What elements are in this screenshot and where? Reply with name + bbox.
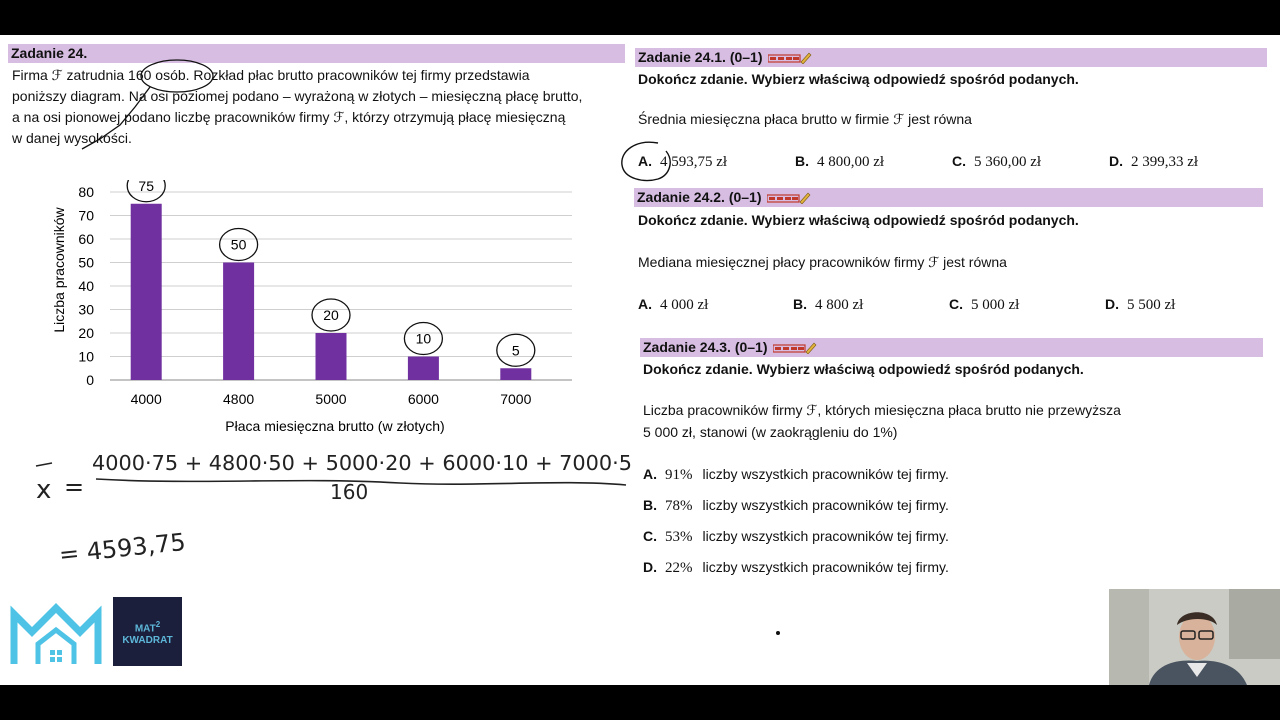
q3-question-line: Liczba pracowników firmy ℱ, których miesięczna płaca brutto nie przewyższa	[643, 402, 1121, 418]
answer-option[interactable]: C. 53% liczby wszystkich pracowników tej firmy.	[643, 528, 949, 545]
x-tick-labels	[131, 391, 532, 407]
bar	[500, 368, 531, 380]
x-tick-label: 4800	[223, 391, 255, 407]
intro-line: a na osi pionowej podano liczbę pracowników firmy ℱ, którzy otrzymują płacę miesięczną	[12, 109, 566, 125]
bar	[316, 333, 347, 380]
bar	[408, 357, 439, 381]
q1-header	[635, 48, 1267, 67]
answer-option[interactable]: A. 4 593,75 zł	[638, 153, 728, 170]
slash-mark	[82, 87, 150, 149]
bar	[131, 204, 162, 380]
data-label: 10	[415, 330, 432, 347]
intro-line: Firma ℱ zatrudnia 160 osób. Rozkład płac brutto pracowników tej firmy przedstawia	[12, 67, 530, 83]
x-tick-label: 4000	[130, 391, 162, 407]
q1-instruction: Dokończ zdanie. Wybierz właściwą odpowiedź spośród podanych.	[638, 71, 1079, 87]
y-tick-label: 20	[78, 325, 94, 341]
q1-question: Średnia miesięczna płaca brutto w firmie ℱ jest równa	[638, 111, 972, 127]
data-label: 50	[230, 236, 247, 253]
answer-option[interactable]: B. 78% liczby wszystkich pracowników tej firmy.	[643, 497, 949, 514]
y-tick-labels	[78, 184, 94, 388]
pencil-icon	[768, 52, 812, 64]
formula-result: = 4593,75	[57, 527, 187, 569]
handwriting-overlay	[0, 35, 640, 165]
matkwadrat-badge	[113, 597, 182, 666]
answer-option[interactable]: C. 5 000 zł	[949, 296, 1020, 313]
answer-option[interactable]: A. 91% liczby wszystkich pracowników tej firmy.	[643, 466, 949, 483]
answer-option[interactable]: D. 22% liczby wszystkich pracowników tej firmy.	[643, 559, 949, 576]
formula-numerator: 4000·75 + 4800·50 + 5000·20 + 6000·10 + 7000·5	[92, 451, 632, 475]
answer-option[interactable]: B. 4 800 zł	[793, 296, 864, 313]
data-label: 5	[511, 342, 520, 359]
intro-line: w danej wysokości.	[12, 130, 132, 146]
answer-option[interactable]: B. 4 800,00 zł	[795, 153, 885, 170]
y-tick-label: 40	[78, 278, 94, 294]
bar	[223, 263, 254, 381]
y-tick-label: 80	[78, 184, 94, 200]
circle-mark	[141, 60, 213, 92]
screen	[0, 35, 1280, 685]
q2-header	[634, 188, 1263, 207]
q2-header-label: Zadanie 24.2. (0–1)	[637, 189, 762, 205]
badge-line1: MAT$^2$	[134, 620, 161, 635]
y-tick-label: 70	[78, 207, 94, 224]
x-tick-label: 5000	[315, 391, 347, 407]
bar-chart	[40, 180, 600, 440]
q3-instruction: Dokończ zdanie. Wybierz właściwą odpowiedź spośród podanych.	[643, 361, 1084, 377]
equals-sign: =	[64, 473, 85, 501]
q1-header-label: Zadanie 24.1. (0–1)	[638, 49, 763, 65]
answer-option[interactable]: D. 5 500 zł	[1105, 296, 1176, 313]
y-tick-label: 50	[78, 254, 94, 271]
answer-option[interactable]: A. 4 000 zł	[638, 296, 709, 313]
formula-denominator: 160	[330, 480, 369, 504]
y-tick-label: 30	[78, 301, 94, 318]
chart-bars	[131, 204, 532, 380]
q2-question: Mediana miesięcznej płacy pracowników firmy ℱ jest równa	[638, 254, 1007, 270]
x-tick-label: 6000	[407, 391, 439, 407]
xbar-overline	[36, 463, 52, 466]
q3-header-label: Zadanie 24.3. (0–1)	[643, 339, 768, 355]
y-tick-label: 10	[78, 348, 94, 365]
y-tick-label: 0	[86, 372, 94, 388]
xbar-symbol: x	[36, 475, 52, 505]
answer-circle-mark	[614, 137, 694, 187]
q2-instruction: Dokończ zdanie. Wybierz właściwą odpowiedź spośród podanych.	[638, 212, 1079, 228]
y-tick-label: 60	[78, 231, 94, 247]
x-tick-label: 7000	[500, 391, 532, 407]
data-label: 20	[323, 307, 339, 323]
webcam-video	[1109, 589, 1280, 685]
answer-option[interactable]: D. 2 399,33 zł	[1109, 153, 1199, 170]
pencil-icon	[773, 342, 817, 354]
q3-header	[640, 338, 1263, 357]
q3-question-line: 5 000 zł, stanowi (w zaokrągleniu do 1%)	[643, 424, 898, 440]
badge-line2: KWADRAT	[122, 635, 173, 647]
cursor-dot	[776, 631, 780, 635]
x-axis-label: Płaca miesięczna brutto (w złotych)	[225, 418, 445, 434]
house-logo	[10, 600, 102, 668]
y-axis-label: Liczba pracowników	[51, 207, 67, 333]
pencil-icon	[767, 192, 811, 204]
intro-line: poniższy diagram. Na osi poziomej podano – wyrażoną w złotych – miesięczną płacę brutto,	[12, 88, 583, 104]
answer-option[interactable]: C. 5 360,00 zł	[952, 153, 1042, 170]
handwritten-formula	[0, 435, 640, 585]
task-header-label: Zadanie 24.	[11, 45, 88, 61]
data-label: 75	[138, 180, 154, 194]
